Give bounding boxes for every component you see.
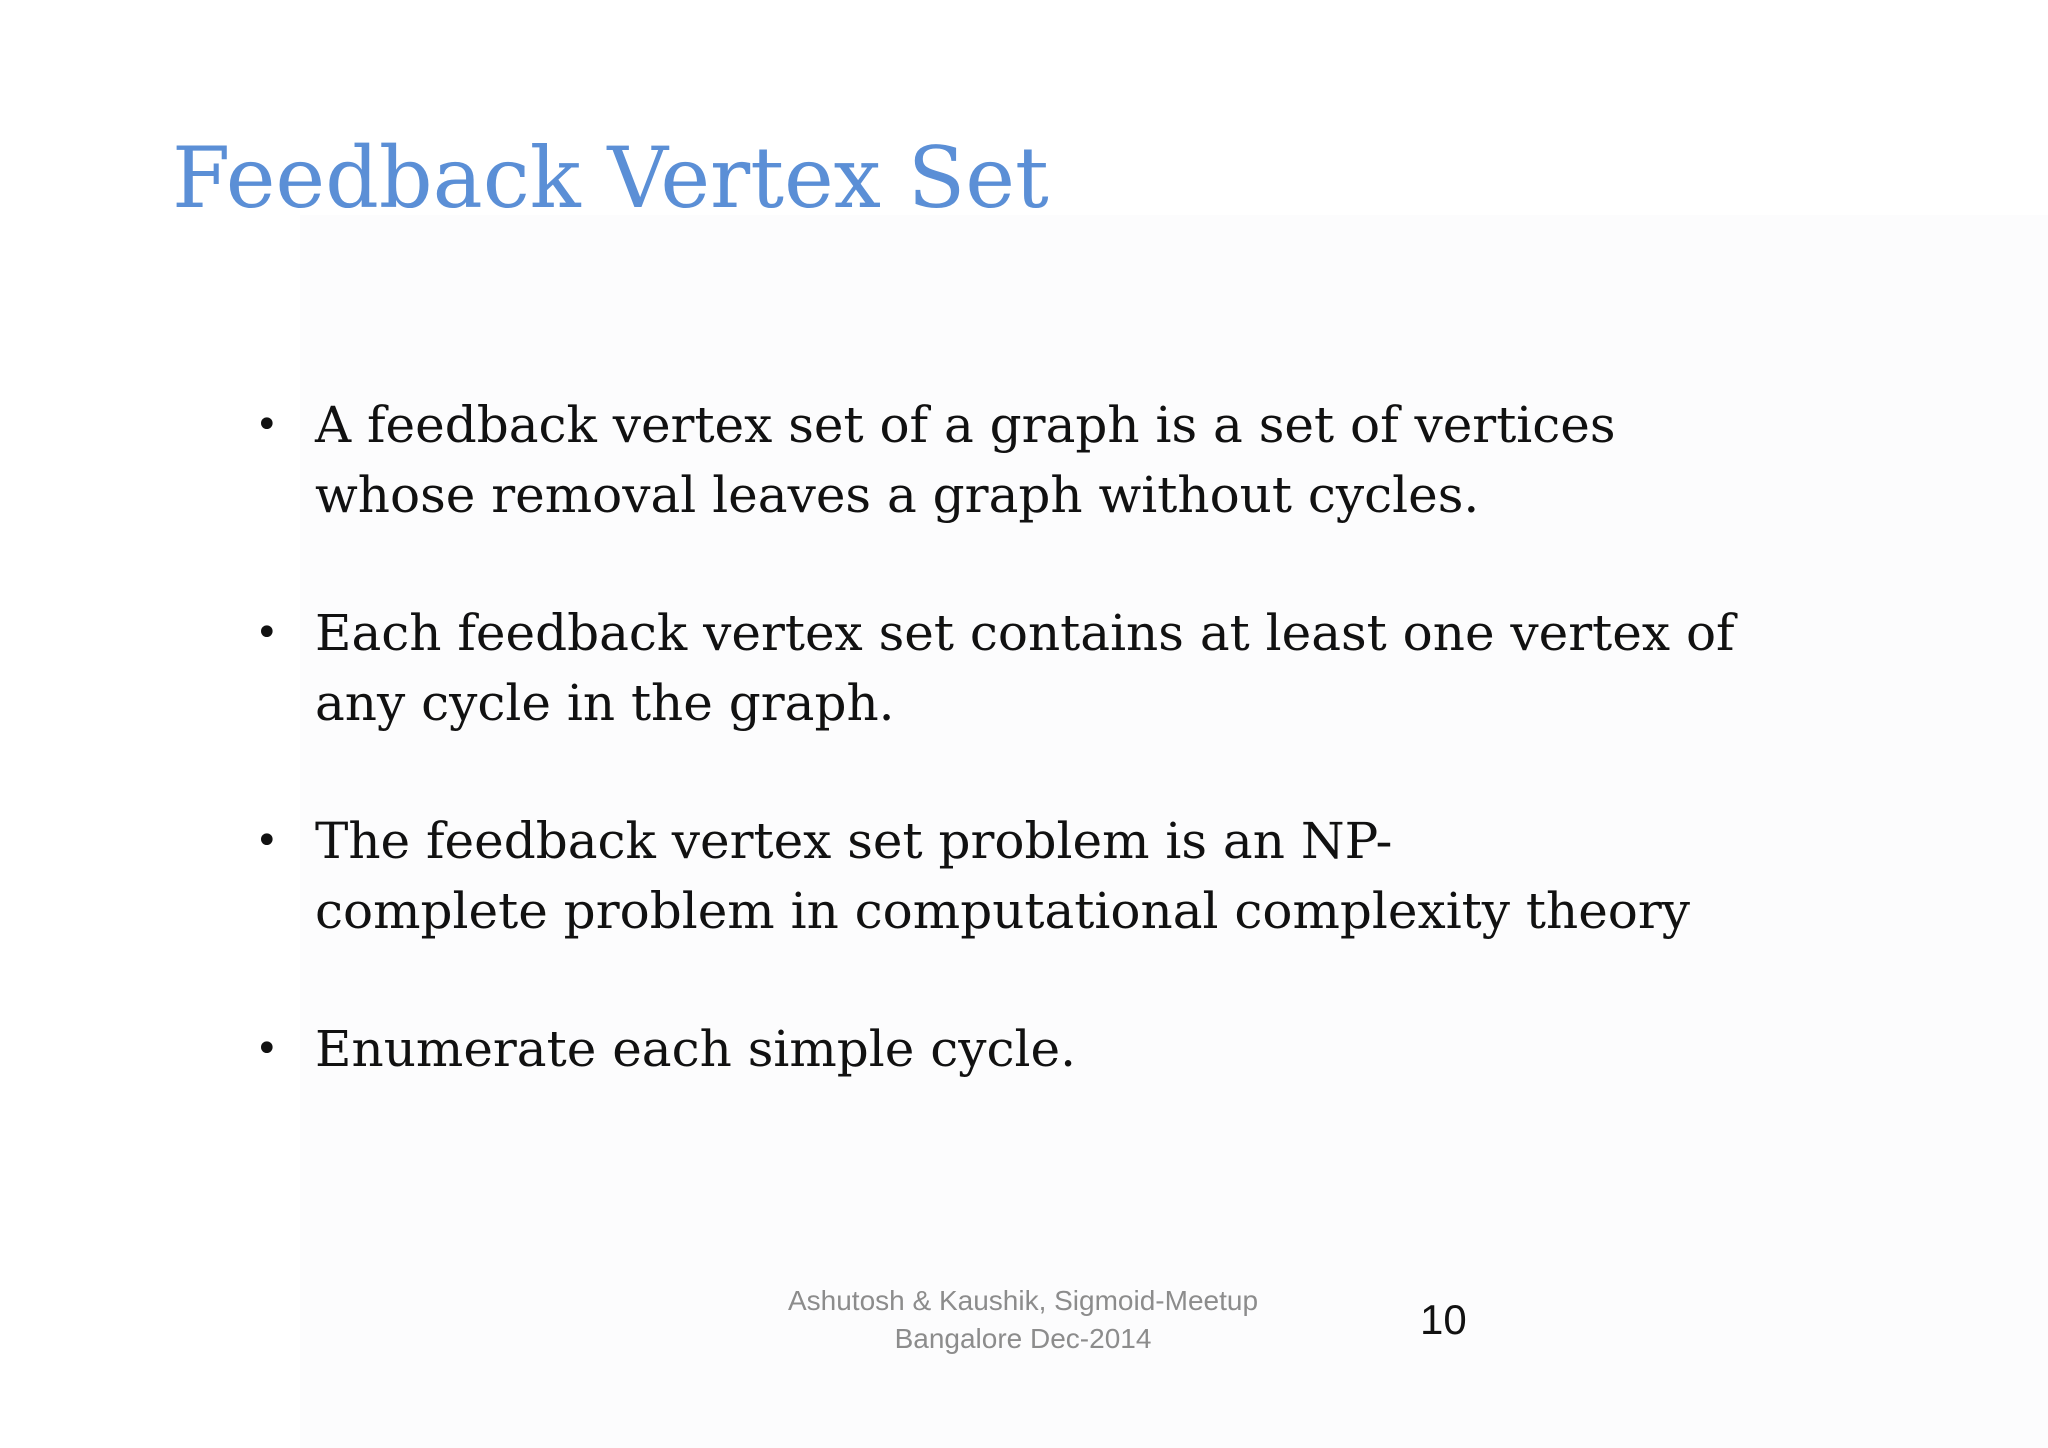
- footer-author-line: Ashutosh & Kaushik, Sigmoid-Meetup: [787, 1285, 1259, 1316]
- bullet-text-line: any cycle in the graph.: [315, 674, 895, 732]
- bullet-text-line: complete problem in computational complexity theory: [315, 882, 1691, 940]
- bullet-item: [255, 390, 1815, 530]
- bullet-item: [255, 598, 1815, 738]
- bullet-text-line: whose removal leaves a graph without cycles.: [315, 466, 1480, 524]
- bullet-icon: •: [255, 402, 279, 448]
- bullet-icon: •: [255, 610, 279, 656]
- bullet-item: [255, 1014, 1815, 1084]
- bullet-text-line: The feedback vertex set problem is an NP-: [315, 812, 1393, 870]
- footer-location-line: Bangalore Dec-2014: [894, 1323, 1152, 1354]
- bullet-text-line: A feedback vertex set of a graph is a set of vertices: [315, 396, 1616, 454]
- bullet-icon: •: [255, 1026, 279, 1072]
- page-number: 10: [1420, 1296, 1467, 1343]
- slide-title: Feedback Vertex Set: [172, 129, 1049, 227]
- bullet-list: [255, 390, 1815, 1152]
- footer-author: [740, 1282, 1306, 1358]
- bullet-item: [255, 806, 1815, 946]
- bullet-text-line: Enumerate each simple cycle.: [315, 1020, 1076, 1078]
- bullet-text-line: Each feedback vertex set contains at least one vertex of: [315, 604, 1735, 662]
- bullet-icon: •: [255, 818, 279, 864]
